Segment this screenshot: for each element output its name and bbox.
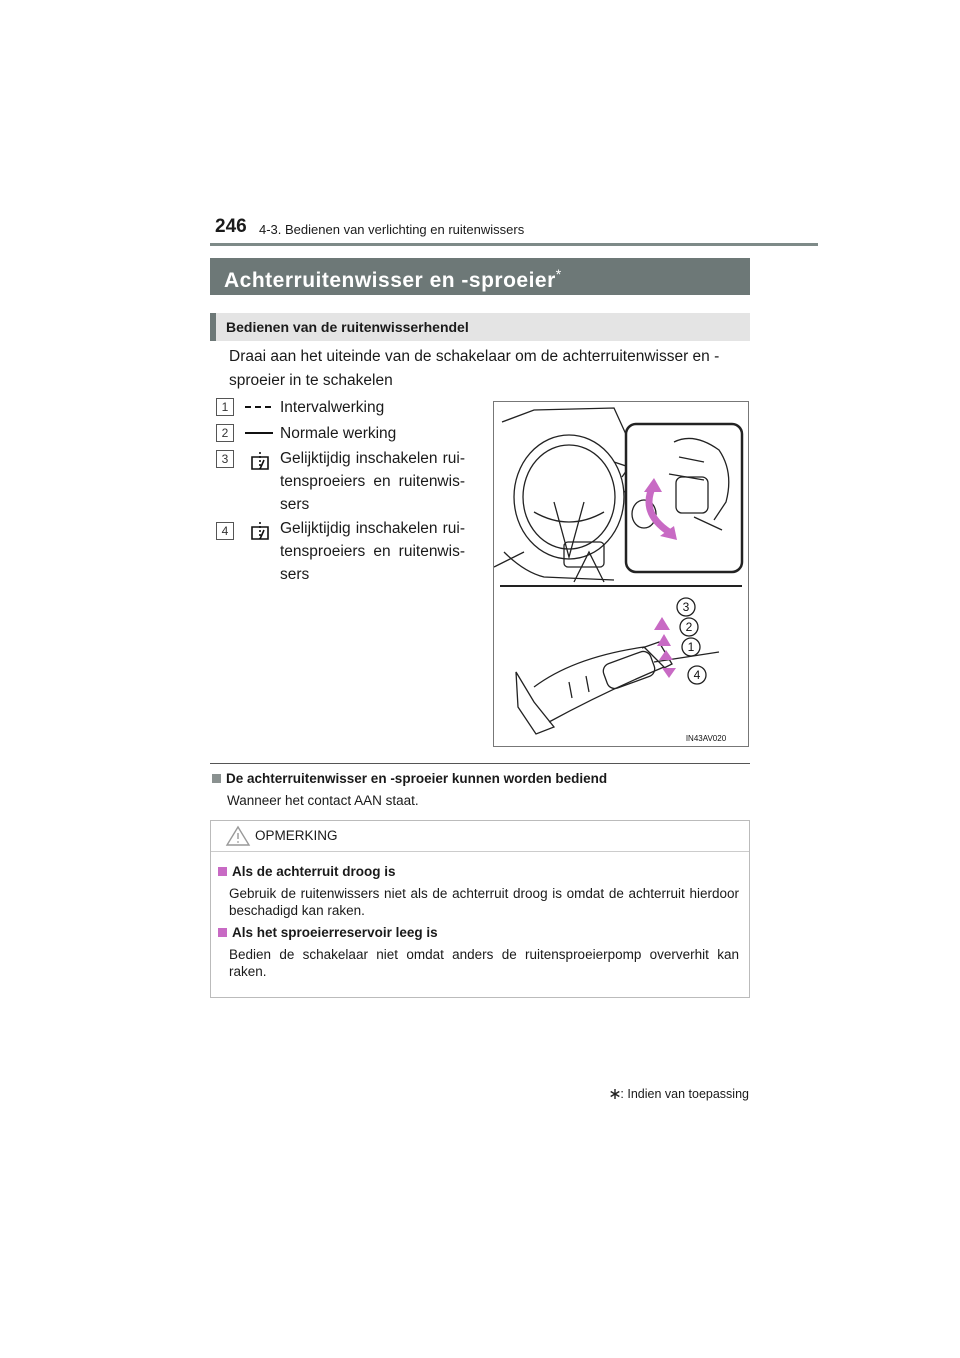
notice-text-1: Gebruik de ruitenwissers niet als de achterruit droog is omdat de achterruit hierdoor beschadigd kan raken. xyxy=(229,886,739,918)
notice-label: OPMERKING xyxy=(255,828,338,843)
section-title-text: Achterruitenwisser en -sproeier xyxy=(224,269,556,292)
chapter-title: 4-3. Bedienen van verlichting en ruitenwissers xyxy=(259,222,525,237)
item-number-1: 1 xyxy=(216,398,234,416)
wiper-lever-figure xyxy=(493,401,749,747)
pink-square-icon xyxy=(218,867,227,876)
footnote xyxy=(610,1087,749,1101)
warning-triangle-icon xyxy=(225,825,251,847)
subsection-title: Bedienen van de ruitenwisserhendel xyxy=(210,313,750,341)
section-title xyxy=(210,258,750,295)
footnote-text: : Indien van toepassing xyxy=(620,1087,749,1101)
figure-illustration xyxy=(494,402,748,746)
solid-line-icon xyxy=(244,428,274,438)
asterisk-icon xyxy=(610,1089,620,1099)
page-number: 246 xyxy=(215,216,247,237)
notice-heading-2-text: Als het sproeierreservoir leeg is xyxy=(232,925,438,940)
notice-text-2: Bedien de schakelaar niet omdat anders de ruitensproeierpomp oververhit kan raken. xyxy=(229,947,739,979)
callout-4: 4 xyxy=(693,668,701,682)
section-title-mark: * xyxy=(555,266,562,282)
rear-washer-icon xyxy=(248,449,272,473)
gray-square-icon xyxy=(212,774,221,783)
condition-heading xyxy=(212,771,607,786)
intro-text: Draai aan het uiteinde van de schakelaar om de achterruitenwisser en -sproeier in te schakelen xyxy=(229,348,720,389)
callout-2: 2 xyxy=(685,620,693,634)
section-divider xyxy=(210,763,750,764)
item-label-1: Intervalwerking xyxy=(280,399,385,416)
figure-code: IN43AV020 xyxy=(685,734,727,743)
item-number-3: 3 xyxy=(216,450,234,468)
notice-heading-2 xyxy=(218,925,438,940)
dashed-line-icon xyxy=(244,402,274,412)
callout-1: 1 xyxy=(687,640,695,654)
notice-heading-1 xyxy=(218,864,396,879)
item-label-2: Normale werking xyxy=(280,425,397,442)
item-label-3: Gelijktijdig inschakelen rui-tensproeiers en ruitenwis-sers xyxy=(280,450,465,513)
item-number-2: 2 xyxy=(216,424,234,442)
header-rule xyxy=(210,243,818,246)
condition-text: Wanneer het contact AAN staat. xyxy=(227,793,419,808)
rear-washer-icon xyxy=(248,519,272,543)
item-number-4: 4 xyxy=(216,522,234,540)
notice-box xyxy=(210,820,750,998)
pink-square-icon xyxy=(218,928,227,937)
callout-3: 3 xyxy=(682,600,690,614)
item-label-4: Gelijktijdig inschakelen rui-tensproeiers en ruitenwis-sers xyxy=(280,520,465,583)
notice-heading-1-text: Als de achterruit droog is xyxy=(232,864,396,879)
condition-heading-text: De achterruitenwisser en -sproeier kunnen worden bediend xyxy=(226,771,608,786)
notice-header xyxy=(211,821,749,852)
